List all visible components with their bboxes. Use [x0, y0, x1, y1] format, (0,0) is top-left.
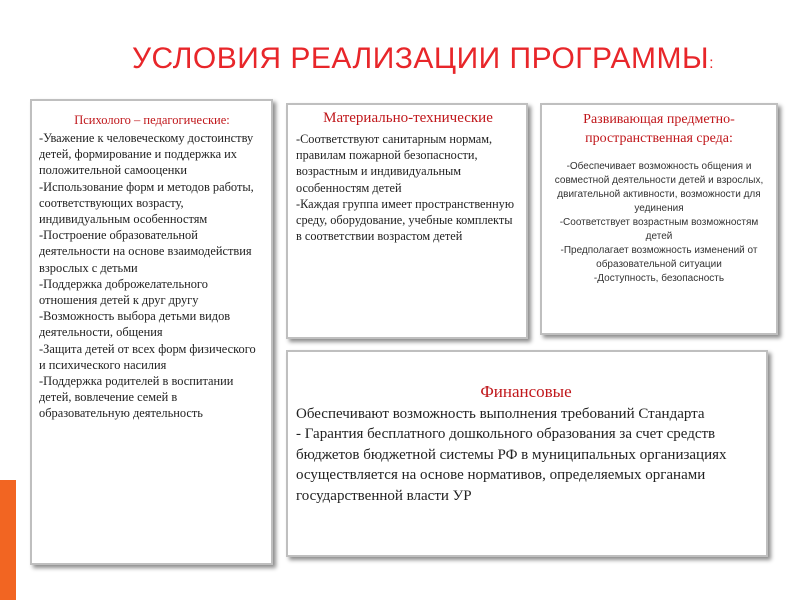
card-material-item-2: -Каждая группа имеет пространственную среду, оборудование, учебные комплекты в соответствии возрастом детей	[296, 196, 515, 244]
card-psych-item-2: -Использование форм и методов работы, соответствующих возрасту, индивидуальным особенностям	[39, 179, 254, 227]
card-env-item-1: -Обеспечивает возможность общения и совместной деятельности детей и взрослых, двигательной активности, возможности для уединения	[554, 161, 764, 214]
card-material-item-1: -Соответствуют санитарным нормам, правилам пожарной безопасности, возрастным и индивидуальным особенностям детей	[296, 132, 493, 195]
corner-accent-stripe	[0, 480, 16, 600]
card-env-item-3: -Предполагает возможность изменений от образовательной ситуации	[560, 245, 758, 270]
card-psychological-pedagogical	[30, 99, 273, 565]
card-fin-item-2: - Гарантия бесплатного дошкольного образования за счет средств бюджетов бюджетной системы РФ в муниципальных организациях осуществляется на основе нормативов, определяемых органами государственной власти УР	[296, 426, 727, 504]
card-psych-item-1: -Уважение к человеческому достоинству детей, формирование и поддержка их положительной самооценки	[39, 131, 254, 178]
card-material-technical	[286, 103, 528, 339]
slide-title	[132, 42, 714, 76]
card-psych-item-6: -Защита детей от всех форм физического и психического насилия	[39, 341, 256, 372]
card-env-item-4: -Доступность, безопасность	[593, 273, 725, 284]
card-material-title: Материально-технические	[323, 110, 493, 126]
card-env-title: Развивающая предметно-пространственная среда:	[583, 112, 735, 146]
card-env-item-2: -Соответствует возрастным возможностям детей	[559, 217, 759, 242]
card-psych-item-4: -Поддержка доброжелательного отношения детей к друг другу	[39, 276, 208, 308]
card-financial	[286, 350, 768, 557]
card-psych-item-5: -Возможность выбора детьми видов деятельности, общения	[39, 309, 231, 340]
card-psych-title: Психолого – педагогические:	[74, 113, 230, 127]
slide-title-text: УСЛОВИЯ РЕАЛИЗАЦИИ ПРОГРАММЫ	[132, 42, 710, 75]
card-fin-title: Финансовые	[480, 382, 572, 401]
card-psych-item-7: -Поддержка родителей в воспитании детей, вовлечение семей в образовательную деятельность	[39, 374, 234, 421]
card-developing-environment	[540, 103, 778, 335]
card-fin-item-1: Обеспечивают возможность выполнения требований Стандарта	[296, 406, 705, 422]
slide-title-colon: :	[709, 55, 715, 72]
card-psych-item-3: -Построение образовательной деятельности на основе взаимодействия взрослых с детьми	[39, 228, 252, 275]
